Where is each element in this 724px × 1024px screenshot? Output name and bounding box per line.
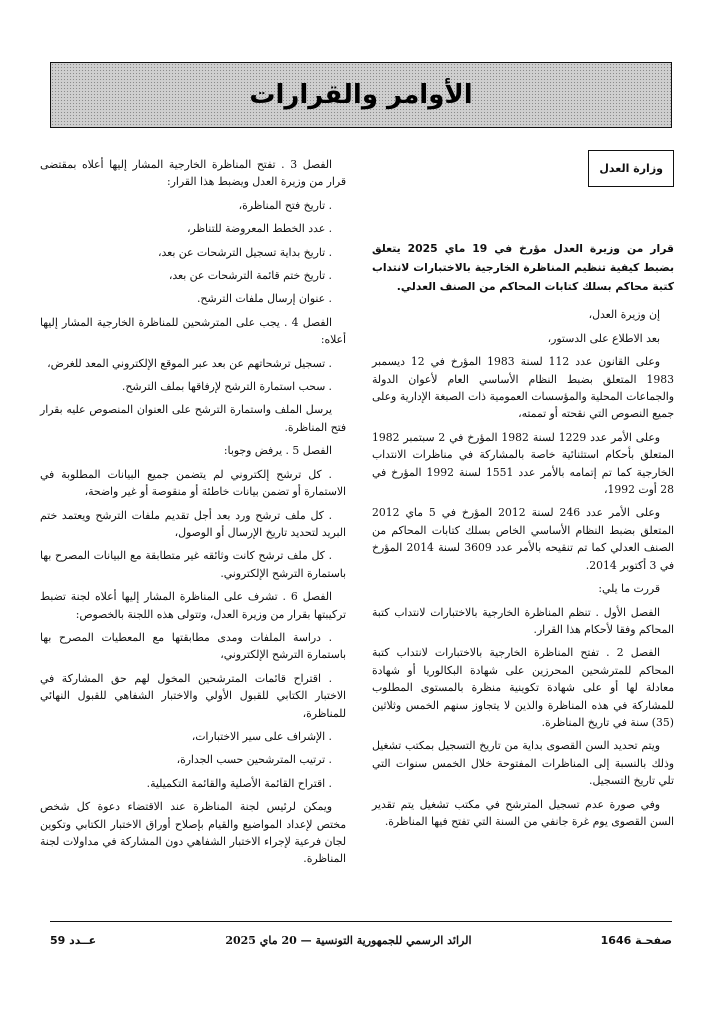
- list-item: . كل ملف ترشح كانت وثائقه غير متطابقة مع البيانات المصرح بها باستمارة الترشح الإلكتروني.: [40, 549, 346, 580]
- page-footer: [50, 929, 672, 951]
- list-item: . ترتيب المترشحين حسب الجدارة،: [176, 753, 332, 767]
- paragraph: بعد الاطلاع على الدستور،: [547, 331, 660, 345]
- paragraph: وفي صورة عدم تسجيل المترشح في مكتب تشغيل يتم تقدير السن القصوى يوم غرة جانفي من السنة التي تفتح فيها المناظرة.: [372, 797, 674, 828]
- list-item: . عنوان إرسال ملفات الترشح.: [197, 292, 332, 306]
- paragraph: وعلى الأمر عدد 246 لسنة 2012 المؤرخ في 5 ماي 2012 المتعلق بضبط النظام الأساسي الخاص بسلك كتابات المحاكم من الصنف العدلي كما تم تنقيحه بالأمر عدد 3609 لسنة 2014 المؤرخ في 3 أكتوبر 2014.: [372, 506, 675, 572]
- page-number: صفحـة 1646: [600, 933, 672, 947]
- article-paragraph: الفصل 2 . تفتح المناظرة الخارجية بالاختبارات لانتداب كتبة المحاكم للمترشحين المحرزين على شهادة البكالوريا أو شهادة معادلة لها أو على شهادة تكوينية منظرة بالمستوى المطلوب للمشاركة في هذه المناظرة والذين لا يتجاوز سنهم الخمس وثلاثين (35) سنة في تاريخ المناظرة.: [372, 646, 674, 729]
- list-item: . اقتراح القائمة الأصلية والقائمة التكميلية.: [146, 776, 332, 790]
- list-item: . عدد الخطط المعروضة للتناظر،: [186, 222, 332, 236]
- list-item: . تاريخ بداية تسجيل الترشحات عن بعد،: [157, 245, 332, 259]
- list-item: . كل ترشح إلكتروني لم يتضمن جميع البيانات المطلوبة في الاستمارة أو تضمن بيانات خاطئة أو منقوصة أو غير واضحة،: [40, 467, 346, 499]
- list-item: . سحب استمارة الترشح لإرفاقها بملف الترشح.: [121, 380, 332, 394]
- article-paragraph: الفصل 3 . تفتح المناظرة الخارجية المشار إليها أعلاه بمقتضى قرار من وزيرة العدل ويضبط هذا القرار:: [40, 158, 346, 189]
- paragraph: ويمكن لرئيس لجنة المناظرة عند الاقتضاء دعوة كل شخص مختص لإعداد المواضيع والقيام بإصلاح أوراق الاختبار الكتابي وتكوين لجان فرعية لإجراء الاختبار الشفاهي دون المشاركة في مداولات لجنة المناظرة.: [40, 800, 346, 866]
- decree-title: قرار من وزيرة العدل مؤرخ في 19 ماي 2025 يتعلق بضبط كيفية تنظيم المناظرة الخارجية بالاختبارات لانتداب كتبة محاكم بسلك كتابات المحاكم من الصنف العدلي.: [372, 242, 674, 294]
- list-item: . دراسة الملفات ومدى مطابقتها مع المعطيات المصرح بها باستمارة الترشح الإلكتروني،: [40, 630, 346, 662]
- article-paragraph: الفصل 6 . تشرف على المناظرة المشار إليها أعلاه لجنة تضبط تركيبتها بقرار من وزيرة العدل، وتتولى هذه اللجنة بالخصوص:: [40, 590, 346, 621]
- paragraph: يرسل الملف واستمارة الترشح على العنوان المنصوص عليه بقرار فتح المناظرة.: [40, 403, 346, 434]
- issue-number: عــدد 59: [50, 933, 97, 947]
- ministry-label: وزارة العدل: [588, 150, 674, 187]
- paragraph: إن وزيرة العدل،: [588, 308, 660, 322]
- paragraph: قررت ما يلي:: [598, 582, 660, 596]
- list-item: . تاريخ ختم قائمة الترشحات عن بعد،: [168, 269, 332, 283]
- article-paragraph: الفصل الأول . تنظم المناظرة الخارجية بالاختبارات لانتداب كتبة المحاكم وفقا لأحكام هذا القرار.: [372, 605, 674, 636]
- list-item: . كل ملف ترشح ورد بعد أجل تقديم ملفات الترشح ويعتمد ختم البريد لتحديد تاريخ الإرسال أو الوصول،: [40, 508, 346, 539]
- paragraph: وعلى الأمر عدد 1229 لسنة 1982 المؤرخ في 2 سبتمبر 1982 المتعلق بأحكام استثنائية خاصة بالمشاركة في مناظرات الانتداب الخارجية كما تم إتمامه بالأمر عدد 1551 لسنة 1992 المؤرخ في 28 أوت 1992،: [372, 430, 674, 497]
- list-item: . الإشراف على سير الاختبارات،: [191, 729, 332, 743]
- list-item: . تاريخ فتح المناظرة،: [238, 198, 332, 212]
- left-column: [40, 156, 346, 874]
- section-banner: [50, 62, 672, 128]
- section-title: الأوامر والقرارات: [249, 80, 473, 110]
- right-column: [372, 150, 674, 836]
- list-item: . تسجيل ترشحاتهم عن بعد عبر الموقع الإلكتروني المعد للغرض،: [47, 356, 332, 370]
- article-paragraph: الفصل 4 . يجب على المترشحين للمناظرة الخارجية المشار إليها أعلاه:: [40, 315, 346, 347]
- article-paragraph: الفصل 5 . يرفض وجوبا:: [223, 444, 332, 458]
- list-item: . اقتراح قائمات المترشحين المخول لهم حق المشاركة في الاختبار الكتابي للقبول الأولي والاختبار الشفاهي للقبول النهائي للمناظرة،: [40, 671, 346, 720]
- paragraph: ويتم تحديد السن القصوى بداية من تاريخ التسجيل بمكتب تشغيل وذلك بالنسبة إلى المناظرات المفتوحة خلال الخمس سنوات التي تلي تاريخ التسجيل.: [372, 739, 674, 788]
- footer-divider: [50, 921, 672, 922]
- paragraph: وعلى القانون عدد 112 لسنة 1983 المؤرخ في 12 ديسمبر 1983 المتعلق بضبط النظام الأساسي العام لأعوان الدولة والجماعات المحلية والمؤسسات العمومية ذات الصبغة الإدارية وعلى جميع النصوص التي نقحته أو تممته،: [372, 355, 674, 421]
- journal-title: الرائد الرسمي للجمهورية التونسية — 20 ماي 2025: [225, 933, 472, 947]
